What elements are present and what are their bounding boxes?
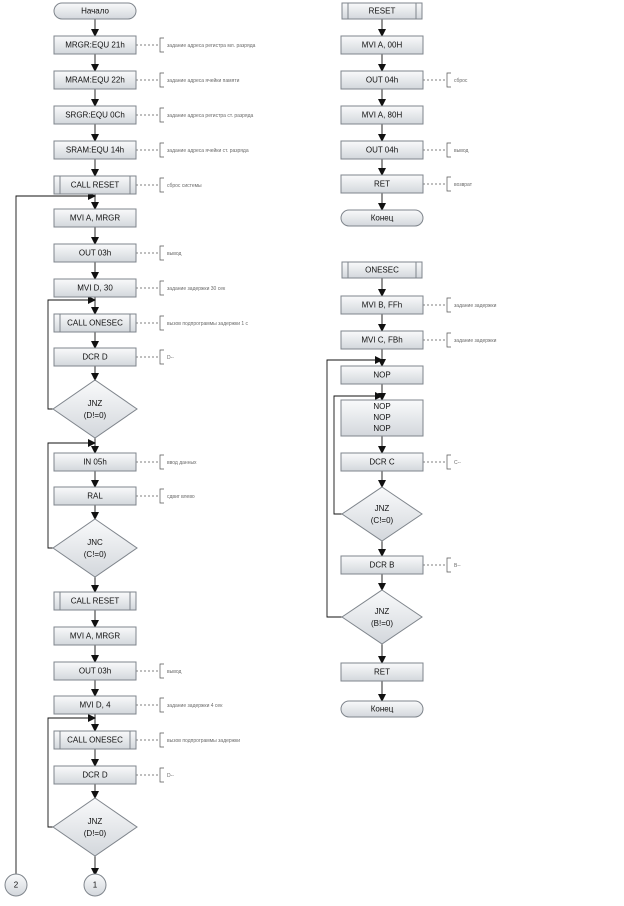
left-step-label: MVI A, MRGR — [69, 631, 121, 641]
decision-label: JNZ — [374, 607, 390, 617]
decision-condition: (C!=0) — [83, 550, 107, 560]
start-terminator — [54, 3, 136, 19]
left-decision-20 — [53, 798, 137, 856]
annotation-bracket — [447, 333, 451, 347]
annotation-text: задание адреса регистра ст. разряда — [167, 112, 254, 119]
onesec-step-label: DCR C — [369, 457, 395, 467]
reset-title-label: RESET — [368, 6, 396, 16]
annotation-bracket — [160, 664, 164, 678]
left-step-label: OUT 03h — [78, 248, 112, 258]
left-step-label: MVI D, 30 — [77, 283, 113, 293]
annotation-bracket — [447, 177, 451, 191]
left-step-label: CALL RESET — [70, 596, 120, 606]
annotation-text: C-- — [454, 459, 461, 466]
onesec-step-label: DCR B — [369, 560, 395, 570]
decision-shape — [342, 590, 422, 644]
annotation-text: ввод данных — [167, 459, 197, 466]
left-step-label: SRAM:EQU 14h — [65, 145, 125, 155]
annotation-bracket — [160, 281, 164, 295]
nop-label: NOP — [373, 413, 391, 423]
left-step-label: CALL ONESEC — [67, 318, 123, 328]
annotation-bracket — [160, 455, 164, 469]
annotation-bracket — [160, 350, 164, 364]
onesec-step-label: MVI B, FFh — [361, 300, 403, 310]
decision-condition: (B!=0) — [370, 619, 394, 629]
connector-label: 1 — [92, 880, 98, 890]
annotation-bracket — [160, 178, 164, 192]
reset-step-label: MVI A, 00H — [361, 40, 403, 50]
annotation-text: вывод — [167, 250, 182, 257]
connector-1 — [84, 874, 106, 896]
onesec-decision-5 — [342, 487, 422, 541]
annotation-text: D-- — [167, 772, 174, 779]
decision-shape — [342, 487, 422, 541]
annotation-text: D-- — [167, 354, 174, 361]
annotation-text: задание задержки — [454, 302, 497, 309]
connector-2 — [5, 874, 27, 896]
left-step-label: CALL ONESEC — [67, 735, 123, 745]
annotation-bracket — [160, 143, 164, 157]
annotation-bracket — [160, 108, 164, 122]
decision-shape — [53, 519, 137, 577]
annotation-text: сброс системы — [167, 182, 202, 189]
reset-step-label: OUT 04h — [365, 75, 399, 85]
annotation-bracket — [160, 733, 164, 747]
annotation-bracket — [160, 316, 164, 330]
annotation-text: вызов подпрограммы задержки 1 с — [167, 320, 249, 327]
onesec-step-label: RET — [374, 667, 390, 677]
left-step-label: DCR D — [82, 770, 108, 780]
decision-label: JNZ — [87, 399, 103, 409]
flow-shapes — [5, 3, 423, 896]
decision-condition: (C!=0) — [370, 516, 394, 526]
reset-step-label: MVI A, 80H — [361, 110, 403, 120]
nop-label: NOP — [373, 424, 391, 434]
left-step-label: SRGR:EQU 0Ch — [65, 110, 125, 120]
left-decision-10 — [53, 380, 137, 438]
nop-label: NOP — [373, 402, 391, 412]
annotation-text: B-- — [454, 562, 461, 569]
onesec-decision-7 — [342, 590, 422, 644]
annotation-text: сдвиг влево — [167, 493, 195, 500]
left-step-label: OUT 03h — [78, 666, 112, 676]
annotation-text: задание адреса ячейки ст. разряда — [167, 147, 249, 154]
annotations — [136, 38, 497, 782]
annotation-bracket — [160, 246, 164, 260]
annotation-text: задание адреса ячейки памяти — [167, 77, 240, 84]
terminator-label: Конец — [370, 704, 394, 714]
annotation-bracket — [160, 38, 164, 52]
annotation-bracket — [447, 455, 451, 469]
annotation-text: вывод — [454, 147, 469, 154]
annotation-bracket — [160, 73, 164, 87]
left-step-label: DCR D — [82, 352, 108, 362]
annotation-text: задание задержки — [454, 337, 497, 344]
annotation-text: задание задержки 30 сек — [167, 285, 226, 292]
terminator-label: Начало — [81, 6, 109, 16]
annotation-bracket — [160, 768, 164, 782]
left-decision-13 — [53, 519, 137, 577]
left-step-label: IN 05h — [83, 457, 107, 467]
decision-label: JNC — [87, 538, 103, 548]
left-step-label: CALL RESET — [70, 180, 120, 190]
flow-arrow — [327, 360, 382, 617]
connector-label: 2 — [13, 880, 19, 890]
decision-condition: (D!=0) — [83, 411, 107, 421]
annotation-text: вывод — [167, 668, 182, 675]
decision-condition: (D!=0) — [83, 829, 107, 839]
reset-step-label: OUT 04h — [365, 145, 399, 155]
annotation-text: вызов подпрограммы задержки — [167, 737, 240, 744]
reset-end-terminator — [341, 210, 423, 226]
decision-label: JNZ — [87, 817, 103, 827]
left-step-label: MVI A, MRGR — [69, 213, 121, 223]
annotation-text: возврат — [454, 181, 473, 188]
reset-step-label: RET — [374, 179, 390, 189]
annotation-bracket — [447, 73, 451, 87]
annotation-text: сброс — [454, 77, 468, 84]
annotation-bracket — [160, 489, 164, 503]
onesec-title-label: ONESEC — [365, 265, 399, 275]
left-step-label: RAL — [87, 491, 103, 501]
terminator-label: Конец — [370, 213, 394, 223]
annotation-bracket — [447, 143, 451, 157]
onesec-step-label: MVI C, FBh — [361, 335, 403, 345]
annotation-text: задание задержки 4 сек — [167, 702, 223, 709]
left-step-label: MVI D, 4 — [79, 700, 111, 710]
annotation-bracket — [160, 698, 164, 712]
onesec-end-terminator — [341, 701, 423, 717]
left-step-label: MRAM:EQU 22h — [65, 75, 125, 85]
decision-label: JNZ — [374, 504, 390, 514]
decision-shape — [53, 380, 137, 438]
annotation-text: задание адреса регистра мл. разряда — [167, 42, 256, 49]
onesec-step-label: NOP — [373, 370, 391, 380]
annotation-bracket — [447, 558, 451, 572]
annotation-bracket — [447, 298, 451, 312]
left-step-label: MRGR:EQU 21h — [65, 40, 125, 50]
decision-shape — [53, 798, 137, 856]
